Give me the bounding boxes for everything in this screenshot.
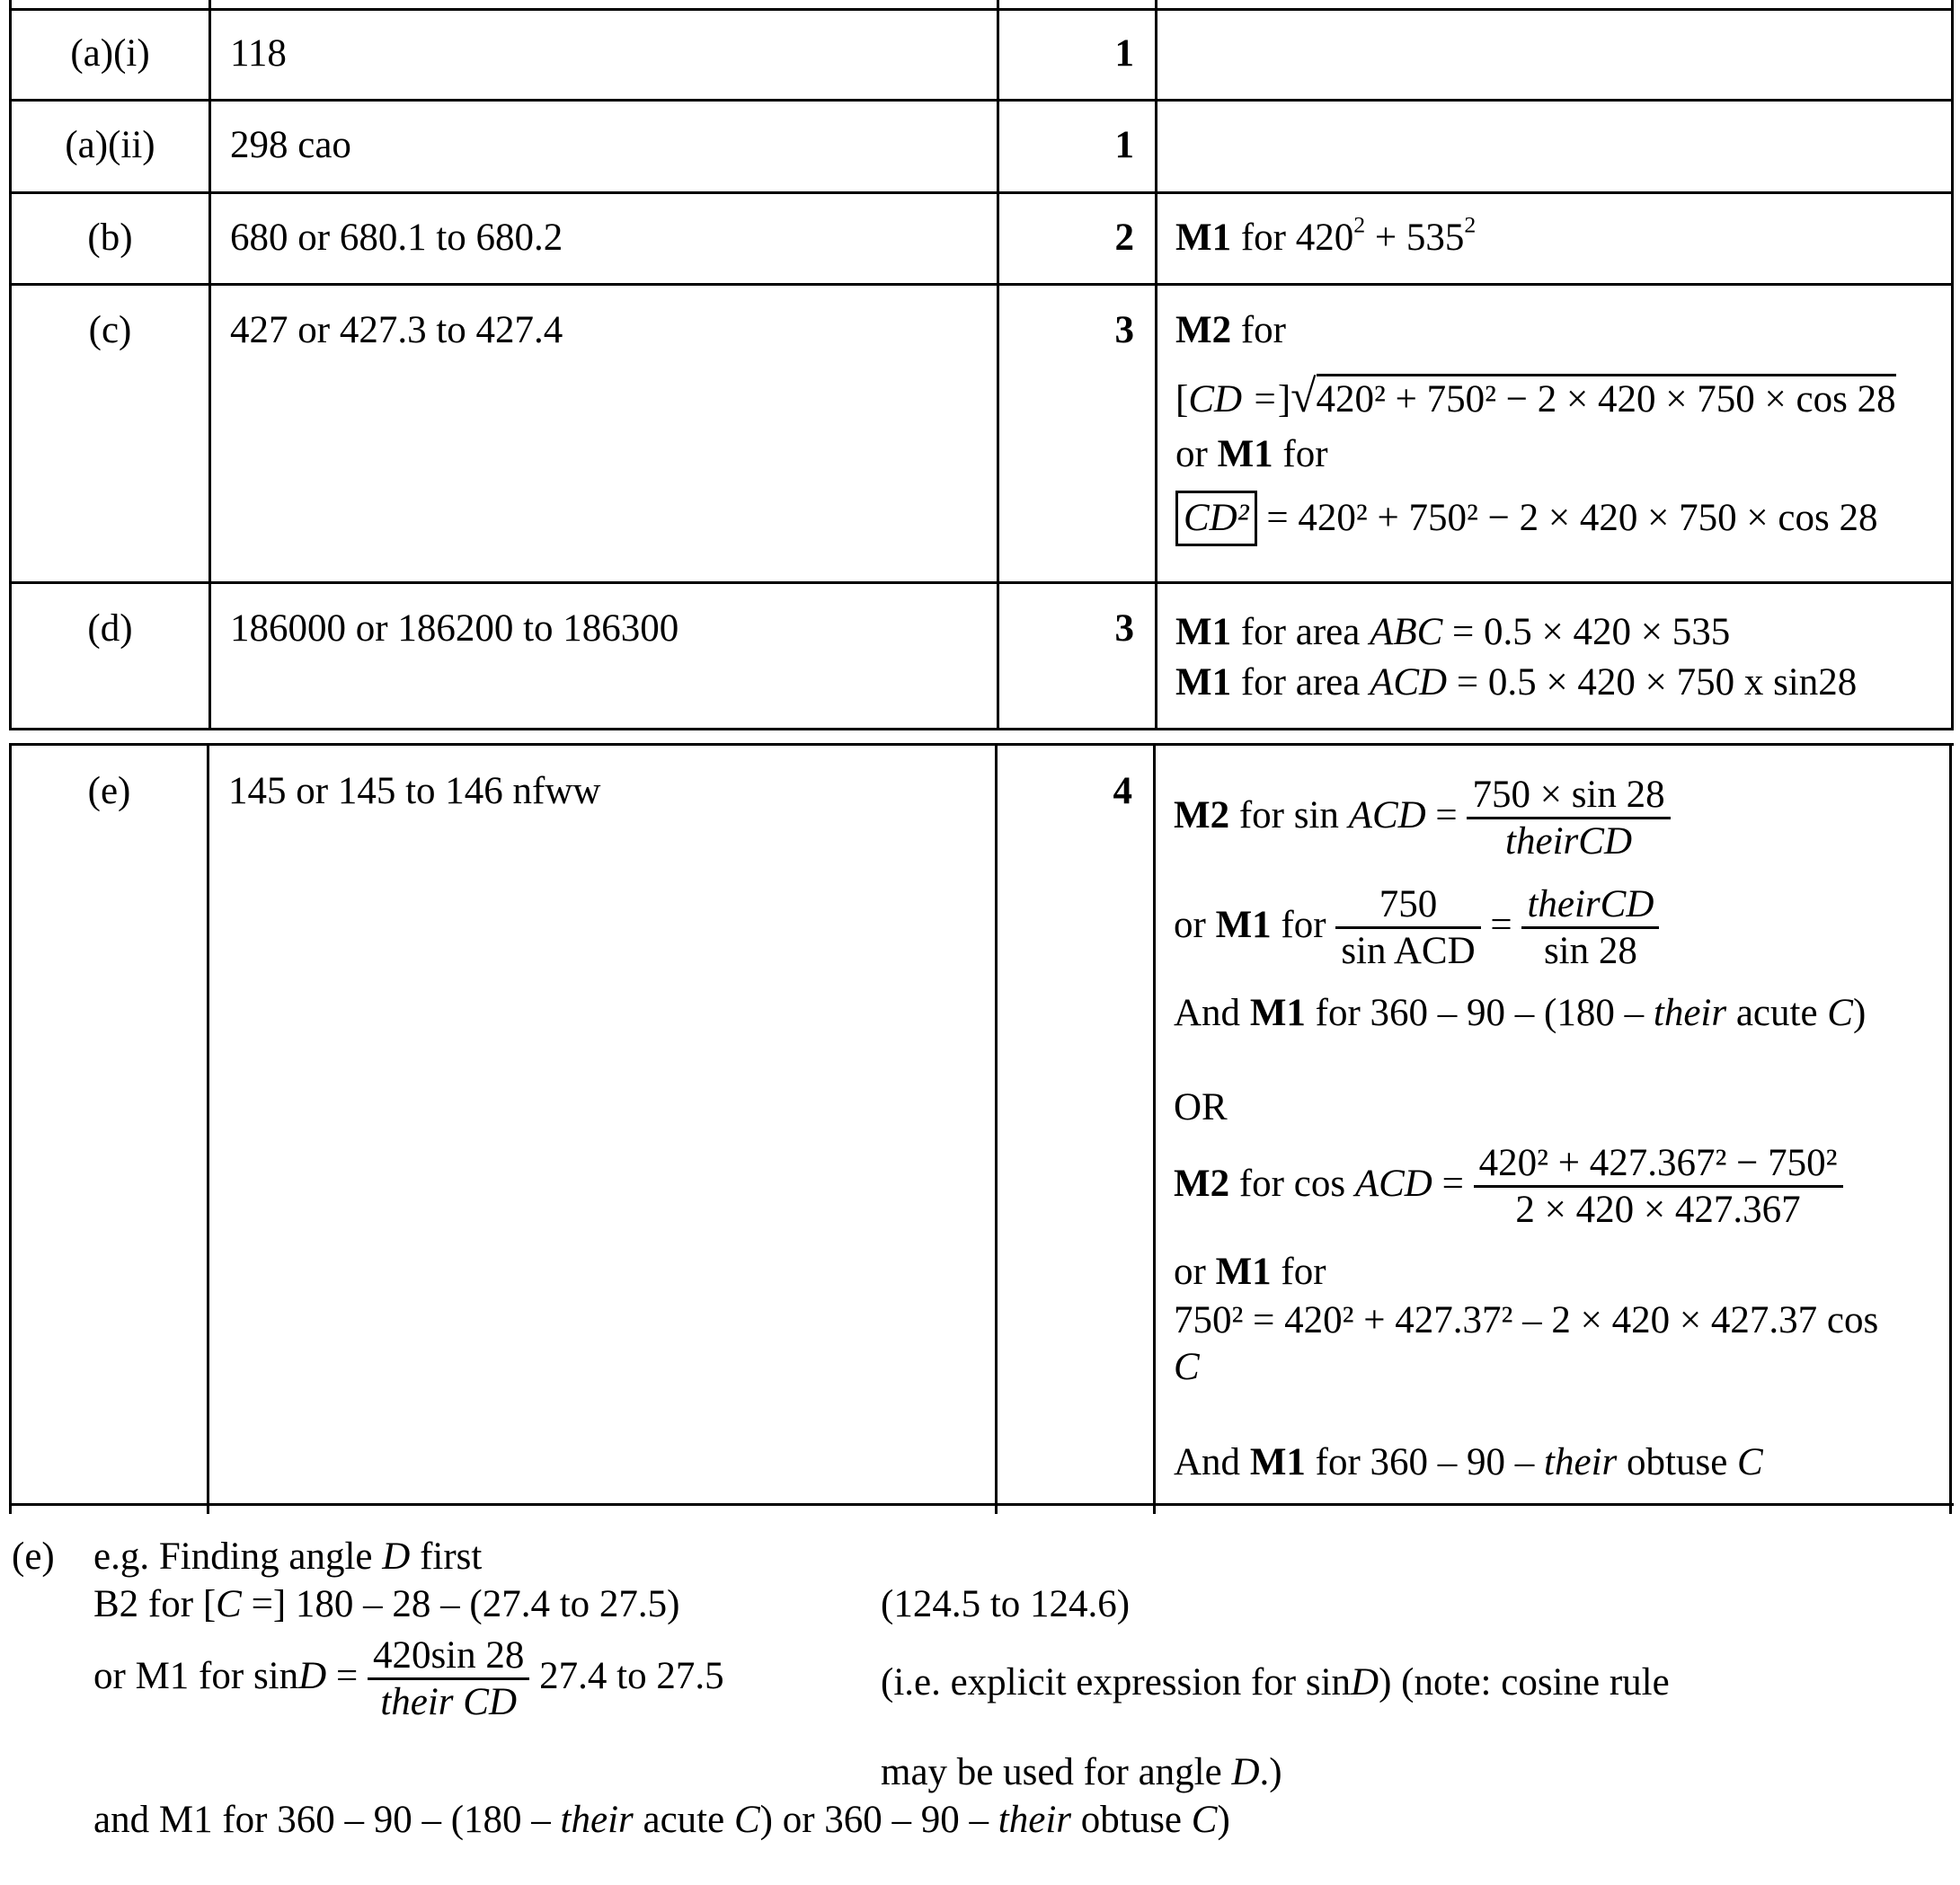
- note-line: B2 for [C =] 180 – 28 – (27.4 to 27.5): [93, 1583, 680, 1625]
- part-label: (d): [87, 607, 133, 650]
- column-divider: [208, 0, 211, 730]
- mark-value: 1: [1114, 32, 1134, 75]
- mark-value: 3: [1114, 309, 1134, 351]
- note-line: and M1 for 360 – 90 – (180 – their acute C) or 360 – 90 – their obtuse C): [93, 1799, 1230, 1841]
- part-label: (c): [88, 309, 132, 351]
- column-divider: [995, 743, 998, 1514]
- mark-value: 3: [1114, 607, 1134, 650]
- method-mark: M2: [1174, 1162, 1230, 1205]
- guidance-line: 750² = 420² + 427.37² – 2 × 420 × 427.37 cos: [1174, 1299, 1879, 1341]
- column-divider: [207, 743, 209, 1514]
- note-line: may be used for angle D.): [881, 1751, 1282, 1793]
- answer-text: 680 or 680.1 to 680.2: [230, 217, 563, 259]
- guidance-line: M1 for area ACD = 0.5 × 420 × 750 x sin28: [1175, 661, 1858, 704]
- guidance-line: And M1 for 360 – 90 – their obtuse C: [1174, 1441, 1763, 1483]
- column-divider: [9, 743, 12, 1514]
- table-border-top: [9, 743, 1954, 746]
- method-mark: M2: [1175, 309, 1232, 351]
- guidance-formula: M2 for sin ACD = $\frac{750 \times \sin 28}{\text{theirCD}}$: [1174, 773, 1671, 864]
- answer-text: 145 or 145 to 146 nfww: [228, 770, 601, 812]
- guidance-line: or M1 for: [1174, 1251, 1326, 1293]
- guidance-line: C: [1174, 1346, 1200, 1388]
- row-divider: [9, 99, 1954, 102]
- guidance-formula: CD² = 420² + 750² − 2 × 420 × 750 × cos 28: [1175, 491, 1878, 546]
- guidance-line: And M1 for 360 – 90 – (180 – their acute C): [1174, 992, 1867, 1034]
- fraction: $\frac{750}{\text{sin ACD}}$: [1335, 882, 1480, 974]
- mark-value: 4: [1113, 770, 1132, 812]
- method-mark: M1: [1175, 661, 1232, 704]
- note-label: (e): [12, 1535, 55, 1578]
- table-border-top: [9, 8, 1954, 11]
- part-label: (a)(ii): [65, 124, 155, 166]
- fraction: $\frac{\text{420² + 427.367² − 750²}}{2 \times 420 \times 427.367}$: [1474, 1141, 1843, 1233]
- guidance-line: OR: [1174, 1086, 1228, 1128]
- note-line: e.g. Finding angle D first: [93, 1535, 483, 1578]
- method-mark: M1: [1249, 992, 1306, 1034]
- table-border-bottom: [9, 728, 1954, 730]
- method-mark: M2: [1174, 793, 1230, 836]
- column-divider: [1153, 743, 1156, 1514]
- answer-text: 118: [230, 32, 287, 75]
- row-divider: [9, 283, 1954, 286]
- fraction: $\frac{750 \times \sin 28}{\text{theirCD}}$: [1467, 773, 1670, 864]
- table-border-bottom: [9, 1503, 1954, 1506]
- method-mark: M1: [1217, 433, 1273, 475]
- method-mark: M1: [1175, 611, 1232, 653]
- fraction: $\frac{420\sin 28}{\text{their CD}}$: [368, 1633, 529, 1725]
- method-mark: M1: [1215, 903, 1272, 946]
- column-divider: [1951, 0, 1954, 730]
- guidance-formula: or M1 for $\frac{750}{\text{sin ACD}}$ = $\frac{\text{theirCD}}{\sin 28}$: [1174, 882, 1659, 974]
- part-label: (a)(i): [70, 32, 150, 75]
- method-mark: M1: [1249, 1441, 1306, 1483]
- column-divider: [1155, 0, 1157, 730]
- guidance-text: M1 for $420^2 + 535^2$: [1175, 211, 1477, 259]
- column-divider: [1949, 743, 1952, 1514]
- note-line: (i.e. explicit expression for sinD) (note: cosine rule: [881, 1661, 1670, 1704]
- mark-value: 1: [1114, 124, 1134, 166]
- bracketed-term: CD²: [1175, 491, 1257, 546]
- answer-text: 427 or 427.3 to 427.4: [230, 309, 563, 351]
- answer-text: 186000 or 186200 to 186300: [230, 607, 679, 650]
- row-divider: [9, 581, 1954, 584]
- answer-text: 298 cao: [230, 124, 351, 166]
- part-label: (e): [87, 770, 131, 812]
- method-mark: M1: [1215, 1251, 1272, 1293]
- guidance-formula: M2 for cos ACD = $\frac{\text{420² + 427.367² − 750²}}{2 \times 420 \times 427.367}$: [1174, 1141, 1843, 1233]
- fraction: $\frac{\text{theirCD}}{\sin 28}$: [1521, 882, 1659, 974]
- guidance-line: or M1 for: [1175, 433, 1328, 475]
- part-label: (b): [87, 217, 133, 259]
- sqrt-expression: 420² + 750² − 2 × 420 × 750 × cos 28: [1317, 374, 1896, 420]
- sqrt-sign: √: [1290, 371, 1317, 422]
- mark-value: 2: [1114, 217, 1134, 259]
- note-line: (124.5 to 124.6): [881, 1583, 1131, 1625]
- row-divider: [9, 191, 1954, 194]
- method-mark: M1: [1175, 217, 1232, 259]
- note-formula: or M1 for sinD = $\frac{420\sin 28}{\text{their CD}}$ 27.4 to 27.5: [93, 1634, 724, 1724]
- guidance-formula: [CD =]√420² + 750² − 2 × 420 × 750 × cos 28: [1175, 371, 1896, 422]
- guidance-line: M2 for: [1175, 309, 1286, 351]
- guidance-line: M1 for area ABC = 0.5 × 420 × 535: [1175, 611, 1731, 653]
